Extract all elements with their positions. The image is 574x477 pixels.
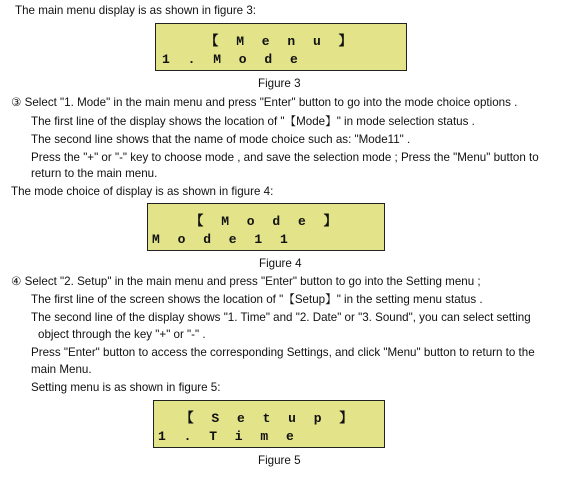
lcd-line-2: M o d e 1 1 (152, 232, 293, 247)
lcd-line-1: 【 M o d e 】 (190, 214, 342, 229)
lcd-figure-5 (153, 400, 385, 448)
step3-line-1: ③ Select "1. Mode" in the main menu and press "Enter" button to go into the mode choice options . (11, 96, 518, 109)
step3-line-5: return to the main menu. (31, 167, 158, 180)
step4-line-5: Press "Enter" button to access the corresponding Settings, and click "Menu" button to return to the (31, 346, 535, 359)
lcd-line-1: 【 S e t u p 】 (180, 411, 358, 426)
lcd-line-2: 1 . T i m e (158, 429, 299, 444)
step3-line-2: The first line of the display shows the location of "【Mode】" in mode selection status . (31, 115, 475, 128)
step4-line-4: object through the key "+" or "-" . (38, 328, 206, 341)
lcd-figure-3 (155, 23, 407, 71)
figure-3-caption: Figure 3 (258, 77, 301, 90)
step4-line-2: The first line of the screen shows the location of "【Setup】" in the setting menu status . (31, 293, 483, 306)
lcd-figure-4 (147, 203, 385, 251)
step3-line-3: The second line shows that the name of mode choice such as: "Mode11" . (31, 133, 411, 146)
step4-line-3: The second line of the display shows "1. Time" and "2. Date" or "3. Sound", you can select setting (31, 311, 531, 324)
step4-line-6: main Menu. (31, 363, 92, 376)
figure-4-caption: Figure 4 (259, 257, 302, 270)
mode-intro-text: The mode choice of display is as shown in figure 4: (11, 185, 274, 198)
lcd-line-1: 【 M e n u 】 (205, 34, 357, 49)
intro-text: The main menu display is as shown in figure 3: (15, 4, 257, 17)
lcd-line-2: 1 . M o d e (162, 52, 303, 67)
step3-line-4: Press the "+" or "-" key to choose mode , and save the selection mode ; Press the "Menu" button to (31, 151, 539, 164)
step4-line-7: Setting menu is as shown in figure 5: (31, 381, 221, 394)
step4-line-1: ④ Select "2. Setup" in the main menu and press "Enter" button to go into the Setting menu ; (11, 275, 481, 288)
figure-5-caption: Figure 5 (258, 454, 301, 467)
